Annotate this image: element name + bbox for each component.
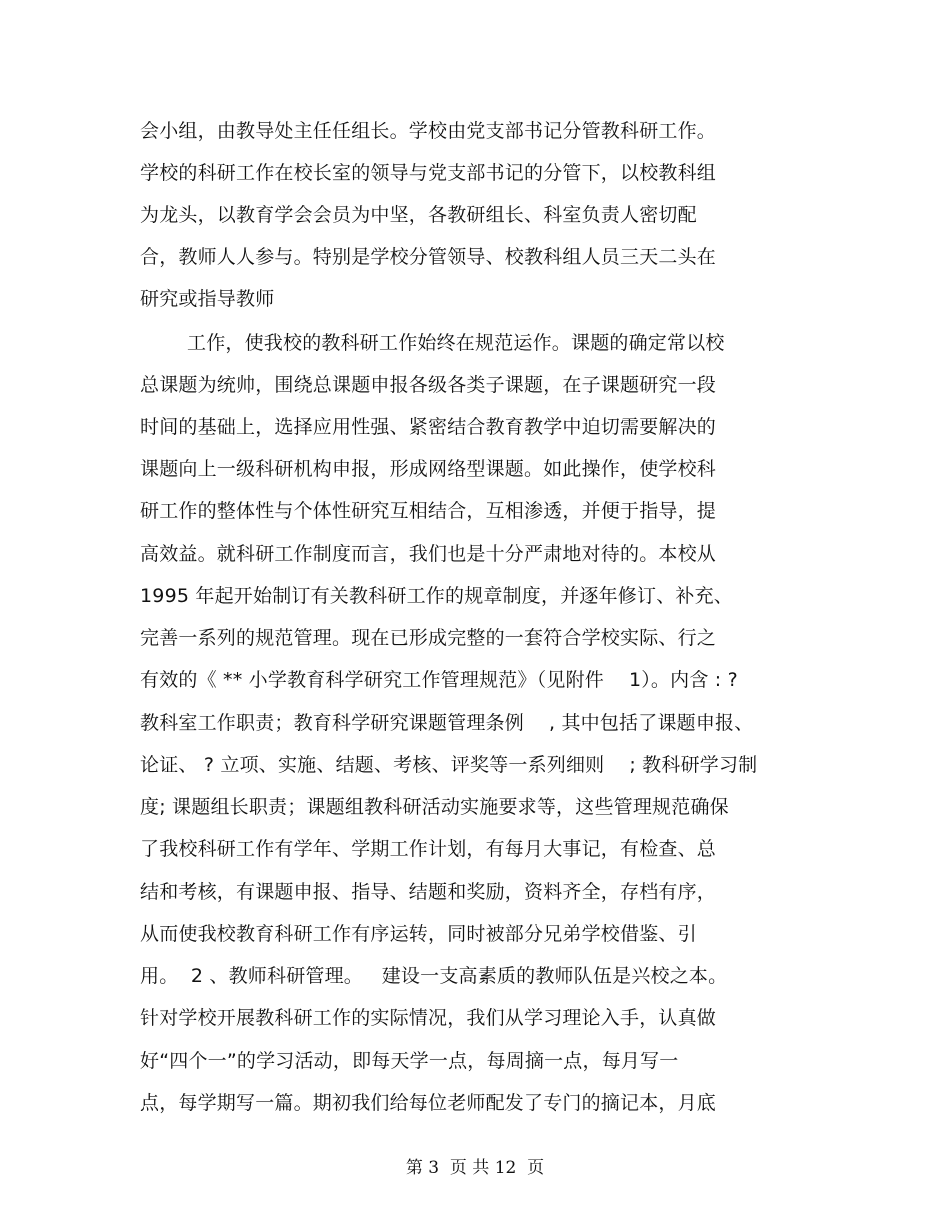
text-line: 从而使我校教育科研工作有序运转，同时被部分兄弟学校借鉴、引 xyxy=(140,923,697,945)
text-line: 度; 课题组长职责；课题组教科研活动实施要求等，这些管理规范确保 xyxy=(140,796,729,818)
text-line: 有效的《 ** 小学教育科学研究工作管理规范》（见附件 1）。内含 : ? xyxy=(140,669,738,691)
text-line: 点，每学期写一篇。期初我们给每位老师配发了专门的摘记本，月底 xyxy=(140,1092,717,1114)
text-line: 研究或指导教师 xyxy=(140,288,275,310)
text-line: 用。 2 、教师科研管理。 建设一支高素质的教师队伍是兴校之本。 xyxy=(140,965,728,987)
text-line: 为龙头，以教育学会会员为中坚，各教研组长、科室负责人密切配 xyxy=(140,204,697,226)
text-line: 好“四个一”的学习活动，即每天学一点，每周摘一点，每月写一 xyxy=(140,1050,679,1072)
text-line: 教科室工作职责；教育科学研究课题管理条例 , 其中包括了课题申报、 xyxy=(140,712,754,734)
text-line: 合，教师人人参与。特别是学校分管领导、校教科组人员三天二头在 xyxy=(140,246,717,268)
text-line: 论证、 ? 立项、实施、结题、考核、评奖等一系列细则 ; 教科研学习制 xyxy=(140,754,758,776)
text-line: 总课题为统帅，围绕总课题申报各级各类子课题，在子课题研究一段 xyxy=(140,374,717,396)
text-line: 工作，使我校的教科研工作始终在规范运作。课题的确定常以校 xyxy=(187,332,725,354)
text-line: 时间的基础上，选择应用性强、紧密结合教育教学中迫切需要解决的 xyxy=(140,416,717,438)
text-line: 结和考核，有课题申报、指导、结题和奖励，资料齐全，存档有序， xyxy=(140,881,717,903)
text-line: 会小组，由教导处主任任组长。学校由党支部书记分管教科研工作。 xyxy=(140,120,717,142)
text-line: 高效益。就科研工作制度而言，我们也是十分严肃地对待的。本校从 xyxy=(140,543,717,565)
text-line: 针对学校开展教科研工作的实际情况，我们从学习理论入手，认真做 xyxy=(140,1007,717,1029)
text-line: 1995 年起开始制订有关教科研工作的规章制度，并逐年修订、补充、 xyxy=(140,585,733,607)
text-line: 学校的科研工作在校长室的领导与党支部书记的分管下，以校教科组 xyxy=(140,162,717,184)
text-line: 课题向上一级科研机构申报，形成网络型课题。如此操作，使学校科 xyxy=(140,458,717,480)
text-line: 完善一系列的规范管理。现在已形成完整的一套符合学校实际、行之 xyxy=(140,627,717,649)
text-line: 了我校科研工作有学年、学期工作计划，有每月大事记，有检查、总 xyxy=(140,838,717,860)
text-line: 研工作的整体性与个体性研究互相结合，互相渗透，并便于指导，提 xyxy=(140,500,717,522)
page-number-footer: 第 3 页 共 12 页 xyxy=(405,1158,545,1178)
